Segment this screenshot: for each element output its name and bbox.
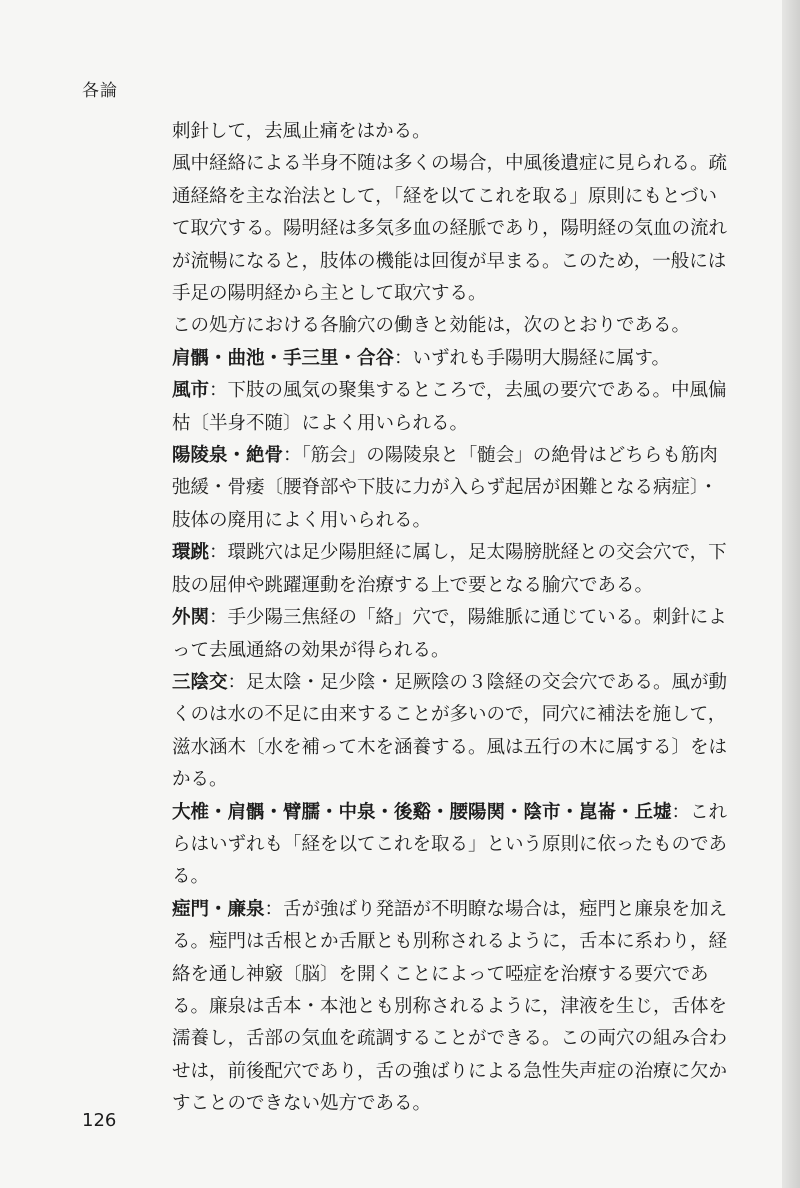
entry-text: ：足太陰・足少陰・足厥陰の３陰経の交会穴である。風が動くのは水の不足に由来することが多いので，同穴に補法を施して，滋水涵木〔水を補って木を涵養する。風は五行の木に属する〕をはかる。 (172, 671, 728, 791)
entry-text: ：舌が強ばり発語が不明瞭な場合は，瘂門と廉泉を加える。瘂門は舌根とか舌厭とも別称されるように，舌本に系わり，経絡を通し神竅〔脳〕を開くことによって啞症を治療する要穴である。廉泉は舌本・本池とも別称されるように，津液を生じ，舌体を濡養し，舌部の気血を疏調することができる。この両穴の組み合わせは，前後配穴であり，舌の強ばりによる急性失声症の治療に欠かすことのできない処方である。 (172, 898, 728, 1115)
entry-term: 風市 (172, 380, 210, 402)
entry-term: 環跳 (172, 542, 210, 564)
entry-term: 瘂門・廉泉 (172, 898, 265, 920)
entry-text: ：これらはいずれも「経を以てこれを取る」という原則に依ったものである。 (172, 801, 728, 888)
acupoint-entry (172, 537, 732, 602)
body-text (172, 116, 732, 1121)
entry-text: ：下肢の風気の聚集するところで，去風の要穴である。中風偏枯〔半身不随〕によく用いられる。 (172, 380, 727, 434)
entry-term: 三陰交 (172, 671, 228, 693)
entry-term: 大椎・肩髃・臂臑・中泉・後谿・腰陽関・陰市・崑崙・丘墟 (172, 801, 672, 823)
acupoint-entry (172, 343, 732, 375)
acupoint-entry (172, 667, 732, 797)
paragraph: 刺針して，去風止痛をはかる。 (172, 121, 431, 142)
page-edge (782, 0, 800, 1188)
entry-term: 肩髃・曲池・手三里・合谷 (172, 347, 395, 369)
paragraph: この処方における各腧穴の働きと効能は，次のとおりである。 (172, 315, 691, 337)
entry-text: ：環跳穴は足少陽胆経に属し，足太陽膀胱経との交会穴で，下肢の屈伸や跳躍運動を治療する上で要となる腧穴である。 (172, 542, 727, 596)
section-header: 各論 (82, 81, 118, 101)
acupoint-entry (172, 894, 732, 1121)
entry-text: ：手少陽三焦経の「絡」穴で，陽維脈に通じている。刺針によって去風通絡の効果が得られる。 (172, 607, 727, 661)
entry-text: ：「筋会」の陽陵泉と「髄会」の絶骨はどちらも筋肉弛緩・骨痿〔腰脊部や下肢に力が入らず起居が困難となる病症〕・肢体の廃用によく用いられる。 (172, 445, 718, 531)
acupoint-entry (172, 797, 732, 894)
acupoint-entry (172, 602, 732, 667)
entry-term: 陽陵泉・絶骨 (172, 445, 284, 467)
entry-text: ：いずれも手陽明大腸経に属す。 (394, 347, 671, 369)
page-number: 126 (82, 1110, 117, 1131)
acupoint-entry (172, 375, 732, 440)
paragraph: 風中経絡による半身不随は多くの場合，中風後遺症に見られる。疏通経絡を主な治法として，「経を以てこれを取る」原則にもとづいて取穴する。陽明経は多気多血の経脈であり，陽明経の気血の流れが流暢になると，肢体の機能は回復が早まる。このため，一般には手足の陽明経から主として取穴する。 (172, 153, 728, 305)
entry-term: 外関 (172, 607, 210, 629)
acupoint-entry (172, 440, 732, 537)
